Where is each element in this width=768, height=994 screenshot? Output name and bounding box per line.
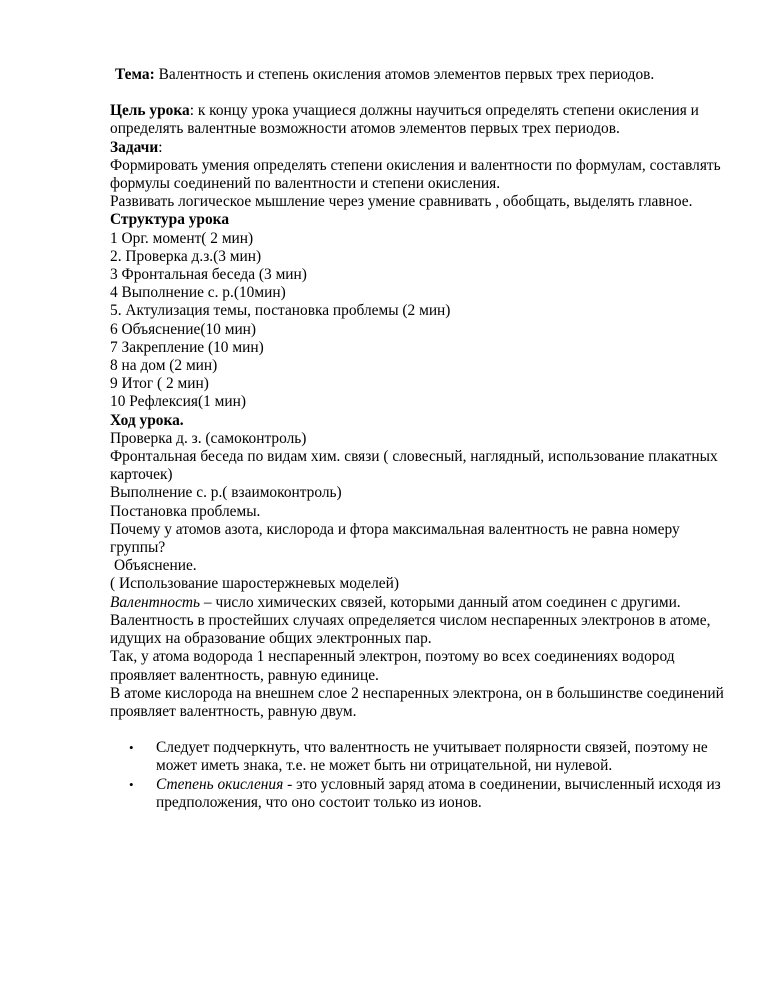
- bullet-list: [110, 739, 730, 812]
- task-item: Развивать логическое мышление через умение сравнивать , обобщать, выделять главное.: [110, 193, 693, 211]
- structure-item: 3 Фронтальная беседа (3 мин): [110, 266, 307, 284]
- models-note: ( Использование шаростержневых моделей): [110, 575, 399, 593]
- valency-text: – число химических связей, которыми данный атом соединен с другими. Валентность в простейших случаях определяется числом неспаренных электронов в атоме, идущих на образование общих электронных пар.: [110, 593, 711, 648]
- structure-heading: Структура урока: [110, 211, 230, 229]
- valency-term: Валентность: [110, 593, 201, 611]
- course-line: Проверка д. з. (самоконтроль): [110, 429, 307, 447]
- oxidation-term: Степень окисления: [156, 775, 284, 793]
- task-item: Формировать умения определять степени окисления и валентности по формулам, составлять формулы соединений по валентности и степени окисления.: [110, 156, 721, 193]
- goal-text: : к концу урока учащиеся должны научиться определять степени окисления и определять валентные возможности атомов элементов первых трех периодов.: [110, 102, 699, 138]
- spacer: [110, 84, 730, 102]
- theme-label: Тема:: [115, 66, 155, 83]
- document-page: [110, 66, 730, 812]
- course-line: Фронтальная беседа по видам хим. связи ( словесный, наглядный, использование плакатных карточек): [110, 448, 718, 484]
- course-line: Почему у атомов азота, кислорода и фтора максимальная валентность не равна номеру группы?: [110, 520, 680, 557]
- structure-item: 10 Рефлексия(1 мин): [110, 393, 246, 411]
- valency-definition: [110, 594, 730, 649]
- bullet-icon: •: [129, 740, 134, 756]
- hydrogen-paragraph: Так, у атома водорода 1 неспаренный электрон, поэтому во всех соединениях водород проявляет валентность, равную единице.: [110, 648, 675, 684]
- structure-item: 9 Итог ( 2 мин): [110, 375, 209, 393]
- structure-item: 7 Закрепление (10 мин): [110, 338, 264, 356]
- course-heading: Ход урока.: [110, 411, 184, 429]
- spacer: [110, 721, 730, 739]
- structure-item: 1 Орг. момент( 2 мин): [110, 229, 254, 247]
- lesson-goal: [110, 102, 730, 138]
- theme-text: Валентность и степень окисления атомов элементов первых трех периодов.: [154, 66, 655, 83]
- structure-item: 5. Актулизация темы, постановка проблемы (2 мин): [110, 302, 451, 320]
- list-item: [110, 739, 730, 775]
- tasks-heading: [110, 139, 730, 157]
- oxygen-paragraph: В атоме кислорода на внешнем слое 2 неспаренных электрона, он в большинстве соединений проявляет валентность, равную двум.: [110, 684, 724, 720]
- structure-item: 8 на дом (2 мин): [110, 357, 218, 375]
- structure-item: 2. Проверка д.з.(3 мин): [110, 247, 262, 265]
- structure-item: 6 Объяснение(10 мин): [110, 320, 257, 338]
- explanation-heading: Объяснение.: [114, 557, 197, 575]
- lesson-theme: [110, 66, 730, 84]
- bullet-icon: •: [129, 776, 134, 792]
- course-line: Постановка проблемы.: [110, 502, 261, 520]
- structure-item: 4 Выполнение с. р.(10мин): [110, 284, 286, 302]
- course-line: Выполнение с. р.( взаимоконтроль): [110, 484, 342, 502]
- bullet-text: Следует подчеркнуть, что валентность не учитывает полярности связей, поэтому не может иметь знака, т.е. не может быть ни отрицательной, ни нулевой.: [156, 739, 708, 775]
- tasks-label: Задачи: [110, 138, 159, 156]
- list-item: [110, 776, 730, 812]
- tasks-colon: :: [158, 138, 163, 156]
- goal-label: Цель урока: [110, 102, 190, 120]
- bullet-text: - это условный заряд атома в соединении, вычисленный исходя из предположения, что оно состоит только из ионов.: [156, 775, 721, 811]
